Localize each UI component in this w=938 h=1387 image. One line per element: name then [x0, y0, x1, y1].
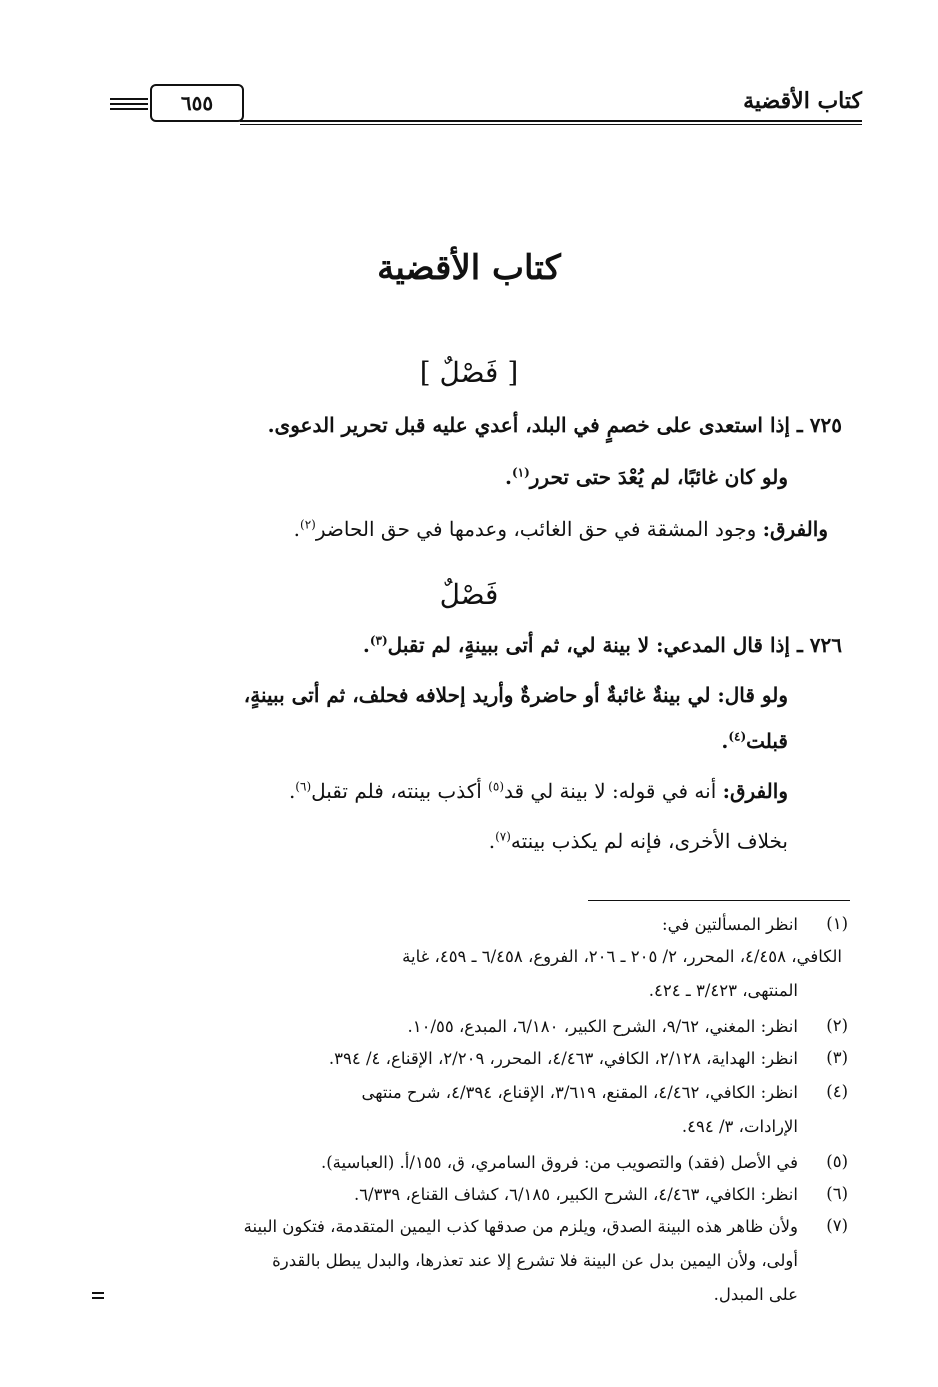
- footnote-number: (٢): [826, 1016, 848, 1035]
- difference-725: [294, 516, 828, 542]
- footnote-number: (٥): [826, 1152, 848, 1171]
- footnote-7-line: ولأن ظاهر هذه البينة الصدق، ويلزم من صدقها كذب اليمين المتقدمة، فتكون البينة: [243, 1217, 798, 1236]
- footnote-separator: [588, 900, 850, 901]
- footnote-ref-7: (٧): [495, 829, 511, 844]
- rule-725: ٧٢٥ ـ إذا استعدى على خصمٍ في البلد، أعدي عليه قبل تحرير الدعوى.: [267, 413, 842, 437]
- footnote-2-line: انظر: المغني، ٩/٦٢، الشرح الكبير، ٦/١٨٠، المبدع، ١٠/٥٥.: [407, 1017, 798, 1036]
- rule-725-contrast: [505, 464, 788, 490]
- footnote-ref-6: (٦): [295, 779, 312, 794]
- section-heading-1: [ فَصْلٌ ]: [419, 356, 519, 389]
- footnote-ref-5: (٥): [488, 779, 504, 794]
- footnote-number: (٦): [826, 1184, 848, 1203]
- difference-label: والفرق:: [722, 779, 788, 803]
- text: ولو كان غائبًا، لم يُعْدَ حتى تحرر: [529, 465, 788, 489]
- footnote-7-line: على المبدل.: [713, 1285, 798, 1304]
- footnote-ref-3: (٣): [369, 633, 388, 648]
- punct: .: [288, 779, 296, 803]
- punct: .: [488, 829, 496, 853]
- footnote-7-line: أولى، ولأن اليمين بدل عن البينة فلا تشرع إلا عند تعذرها، والبدل يبطل بالقدرة: [272, 1251, 798, 1270]
- footnote-ref-2: (٢): [300, 517, 316, 532]
- section-heading-2: فَصْلٌ: [439, 578, 499, 611]
- footnote-1-line: الكافي، ٤/٤٥٨، المحرر، ٢/ ٢٠٥ ـ ٢٠٦، الفروع، ٦/٤٥٨ ـ ٤٥٩، غاية: [402, 947, 842, 966]
- page-number: ٦٥٥: [150, 84, 244, 122]
- footnote-number: (٤): [826, 1082, 848, 1101]
- footnote-number: (١): [826, 914, 848, 933]
- continuation-mark: [92, 1292, 104, 1302]
- difference-label: والفرق:: [762, 517, 828, 541]
- footnote-6-line: انظر: الكافي، ٤/٤٦٣، الشرح الكبير، ٦/١٨٥، كشاف القناع، ٦/٣٣٩.: [353, 1185, 798, 1204]
- text: قبلت: [746, 729, 788, 753]
- chapter-title: كتاب الأقضية: [377, 248, 561, 288]
- footnote-number: (٧): [826, 1216, 848, 1235]
- difference-text: وجود المشقة في حق الغائب، وعدمها في حق الحاضر: [315, 517, 757, 541]
- footnote-3-line: انظر: الهداية، ٢/١٢٨، الكافي، ٤/٤٦٣، المحرر، ٢/٢٠٩، الإقناع، ٤/ ٣٩٤.: [328, 1049, 798, 1068]
- text: ٧٢٦ ـ إذا قال المدعي: لا بينة لي، ثم أتى ببينةٍ، لم تقبل: [387, 633, 842, 657]
- footnote-ref-4: (٤): [728, 729, 747, 744]
- punct: .: [362, 633, 370, 657]
- difference-726-cont: [489, 828, 788, 854]
- footnote-4-line: انظر: الكافي، ٤/٤٦٢، المقنع، ٣/٦١٩، الإقناع، ٤/٣٩٤، شرح منتهى: [361, 1083, 798, 1102]
- footnote-4-line: الإرادات، ٣/ ٤٩٤.: [681, 1117, 798, 1136]
- text: بخلاف الأخرى، فإنه لم يكذب بينته: [510, 829, 788, 853]
- page-header: [110, 82, 862, 126]
- punct: .: [504, 465, 512, 489]
- header-rule-thin: [240, 124, 862, 125]
- punct: .: [721, 729, 729, 753]
- punct: .: [293, 517, 301, 541]
- difference-726: [289, 778, 788, 804]
- rule-726-contrast: ولو قال: لي بينةٌ غائبةٌ أو حاضرةٌ وأريد إحلافه فحلف، ثم أتى ببينةٍ،: [243, 683, 788, 707]
- footnote-5-line: في الأصل (فقد) والتصويب من: فروق السامري، ق، ١٥٥/أ. (العباسية).: [320, 1153, 798, 1172]
- footnote-number: (٣): [826, 1048, 848, 1067]
- text: أكذب بينته، فلم تقبل: [311, 779, 482, 803]
- text: أنه في قوله: لا بينة لي قد: [504, 779, 717, 803]
- footnote-ref-1: (١): [511, 465, 530, 480]
- header-rule: [240, 120, 862, 122]
- footnote-1-line: المنتهى، ٣/٤٢٣ ـ ٤٢٤.: [648, 981, 798, 1000]
- footnote-1-line: انظر المسألتين في:: [662, 915, 798, 934]
- rule-726: [363, 632, 842, 658]
- running-title: كتاب الأقضية: [743, 88, 862, 114]
- header-ornament-lines: [110, 98, 148, 113]
- rule-726-contrast-cont: [721, 728, 788, 754]
